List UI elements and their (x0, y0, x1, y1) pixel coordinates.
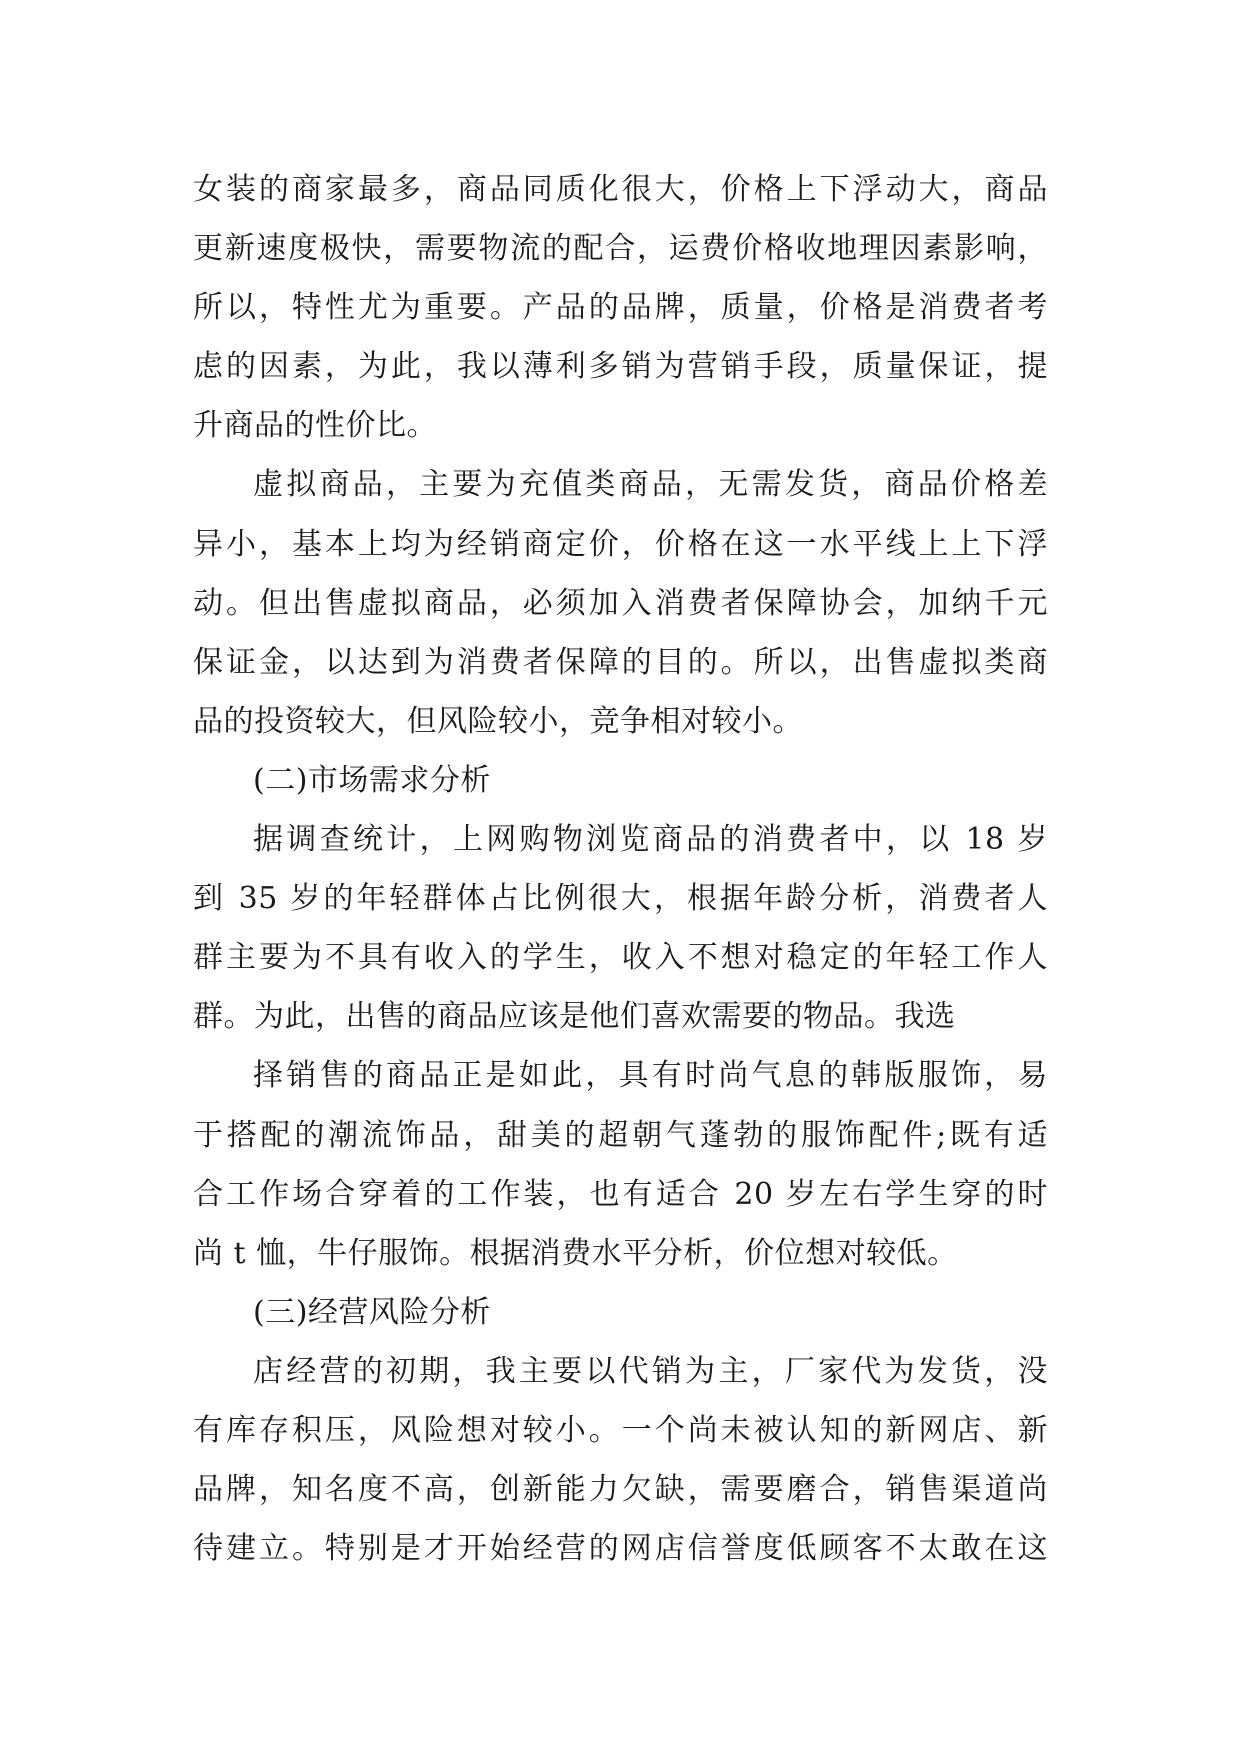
text-line: 合工作场合穿着的工作装，也有适合 20 岁左右学生穿的时 (193, 1176, 1048, 1212)
text-line: 据调查统计，上网购物浏览商品的消费者中，以 18 岁 (253, 822, 1048, 858)
text-line: 有库存积压，风险想对较小。一个尚未被认知的新网店、新 (193, 1412, 1048, 1448)
text-line: 群。为此，出售的商品应该是他们喜欢需要的物品。我选 (193, 999, 956, 1035)
text-line: 女装的商家最多，商品同质化很大，价格上下浮动大，商品 (193, 172, 1048, 207)
text-line: 虑的因素，为此，我以薄利多销为营销手段，质量保证，提 (193, 349, 1048, 385)
text-line: 尚 t 恤，牛仔服饰。根据消费水平分析，价位想对较低。 (193, 1235, 958, 1271)
text-line: 到 35 岁的年轻群体占比例很大，根据年龄分析，消费者人 (193, 881, 1048, 917)
text-line: 群主要为不具有收入的学生，收入不想对稳定的年轻工作人 (193, 940, 1048, 976)
text-line: 更新速度极快，需要物流的配合，运费价格收地理因素影响， (193, 231, 1048, 267)
text-line: 异小，基本上均为经销商定价，价格在这一水平线上上下浮 (193, 526, 1048, 562)
text-line: 品牌，知名度不高，创新能力欠缺，需要磨合，销售渠道尚 (193, 1472, 1048, 1508)
section-heading: (三)经营风险分析 (253, 1294, 491, 1330)
text-line: 所以，特性尤为重要。产品的品牌，质量，价格是消费者考 (193, 290, 1048, 326)
section-heading: (二)市场需求分析 (253, 762, 491, 798)
document-body (193, 160, 1048, 1578)
text-line: 动。但出售虚拟商品，必须加入消费者保障协会，加纳千元 (193, 585, 1048, 621)
text-line: 店经营的初期，我主要以代销为主，厂家代为发货，没 (253, 1353, 1048, 1389)
text-line: 品的投资较大，但风险较小，竞争相对较小。 (193, 703, 803, 739)
text-line: 待建立。特别是才开始经营的网店信誉度低顾客不太敢在这 (193, 1531, 1048, 1567)
text-line: 保证金，以达到为消费者保障的目的。所以，出售虚拟类商 (193, 644, 1048, 680)
text-line: 虚拟商品，主要为充值类商品，无需发货，商品价格差 (253, 467, 1048, 503)
text-line: 升商品的性价比。 (193, 408, 437, 444)
text-line: 于搭配的潮流饰品，甜美的超朝气蓬勃的服饰配件;既有适 (193, 1117, 1048, 1153)
text-line: 择销售的商品正是如此，具有时尚气息的韩版服饰，易 (253, 1058, 1048, 1094)
